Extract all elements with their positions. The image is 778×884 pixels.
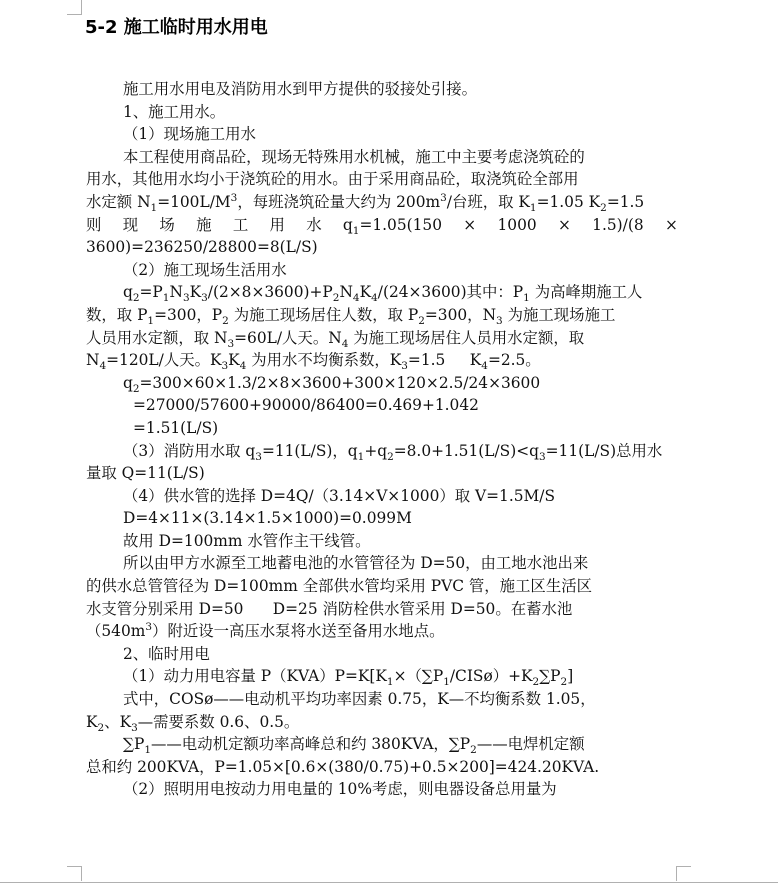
text-line: 用水，其他用水均小于浇筑砼的用水。由于采用商品砼，取浇筑砼全部用 (86, 170, 579, 189)
justified-word: 水 (306, 215, 322, 234)
justified-word: × (463, 215, 477, 234)
justified-word: 工 (232, 215, 249, 234)
justified-word: 场 (159, 215, 175, 234)
text-line: （2）施工现场生活用水 (123, 260, 287, 279)
text-line: 量取 Q=11(L/S) (86, 464, 205, 483)
text-line: 数，取 $P_1=300$，$P_2$ 为施工现场居住人数，取 $P_2=300$，$N_3$ 为施工现场施工 (86, 305, 616, 328)
text-line: （1）现场施工用水 (123, 125, 256, 144)
text-line: （2）照明用电按动力用电量的 10%考虑，则电器设备总用量为 (123, 780, 557, 799)
text-line: 水支管分别采用 D=50 D=25 消防栓供水管采用 D=50。在蓄水池 (86, 599, 573, 618)
justified-word: 则 (86, 215, 102, 234)
justified-word: × (664, 215, 678, 234)
text-line: （3）消防用水取 $q_3=11(L/S)$，$q_1+q_2=8.0+1.51(L/S)<q_3=11(L/S)$总用水 (123, 441, 663, 463)
text-line: 所以由甲方水源至工地蓄电池的水管管径为 D=50，由工地水池出来 (123, 554, 589, 573)
document-body (86, 78, 678, 801)
crop-mark-bottom-right (676, 866, 691, 881)
text-line: 故用 D=100mm 水管作主干线管。 (123, 531, 371, 550)
text-line: =27000/57600+90000/86400=0.469+1.042 (133, 396, 479, 415)
justified-word: × (557, 215, 571, 234)
justified-word: 1.5)/(8 (592, 215, 644, 234)
section-heading: 5-2 施工临时用水用电 (85, 17, 268, 38)
text-line: （4）供水管的选择 D=4Q/（3.14×V×1000）取 V=1.5M/S (123, 486, 556, 505)
text-line: $K_2$、$K_3—$需要系数 0.6、0.5。 (86, 712, 300, 734)
text-line: =1.51(L/S) (133, 418, 219, 437)
crop-mark-bottom-left (67, 866, 82, 881)
text-line: $q_2=P_1N_3K_3/(2\times 8\times 3600)+P_2N_4K_4/(24\times 3600)$其中：$P_1$ 为高峰期施工人 (123, 283, 643, 305)
text-line: 2、临时用电 (123, 644, 210, 663)
text-line: 式中，COSø——电动机平均功率因素 0.75，K—不均衡系数 1.05， (123, 690, 596, 709)
page-bottom-rule (0, 882, 778, 883)
text-line: 的供水总管管径为 D=100mm 全部供水管均采用 PVC 管，施工区生活区 (86, 577, 592, 596)
text-line: 水定额 $N_1=100L/M^3$，每班浇筑砼量大约为 $200m^3/$台班，取 $K_1=1.05$ $K_2=1.5$ (86, 191, 645, 215)
text-line: D=4×11×(3.14×1.5×1000)=0.099M (123, 509, 412, 528)
text-line: $\sum P_1——$电动机定额功率高峰总和约 380KVA，$\sum P_2——$电焊机定额 (123, 735, 585, 757)
text-line-justified (86, 214, 678, 237)
text-line: $(540m^3)$附近设一高压水泵将水送至备用水地点。 (86, 621, 445, 641)
text-line: 3600)=236250/28800=8(L/S) (86, 238, 318, 257)
text-line: 1、施工用水。 (123, 102, 226, 121)
justified-word: 1000 (497, 215, 537, 234)
justified-word: 现 (122, 215, 139, 234)
crop-mark-top-left (67, 0, 82, 15)
justified-word: 用 (269, 215, 285, 234)
text-line: 总和约 200KVA，P=1.05×[0.6×(380/0.75)+0.5×200]=424.20KVA. (86, 757, 600, 776)
text-line: 施工用水用电及消防用水到甲方提供的驳接处引接。 (123, 80, 477, 98)
text-line: （1）动力用电容量 $P(KVA)P=K[K_1\times(\sum P_1/CISø)+K_2\sum P_2]$ (123, 667, 574, 689)
text-line: $q_2=300\times 60\times 1.3/2\times 8\times 3600+300\times 120\times 2.5/24\times 3600$ (123, 373, 541, 395)
justified-word: $q_1=1.05(150$ (342, 215, 442, 237)
justified-word: 施 (196, 215, 212, 234)
text-line: 人员用水定额，取 $N_3=60L/$人天。$N_4$ 为施工现场居住人员用水定额，取 (86, 328, 585, 350)
text-line: $N_4=120L/$人天。$K_3K_4$ 为用水不均衡系数，$K_3=1.5$ $K_4=2.5$。 (86, 351, 541, 373)
text-line: 本工程使用商品砼，现场无特殊用水机械，施工中主要考虑浇筑砼的 (123, 147, 585, 166)
